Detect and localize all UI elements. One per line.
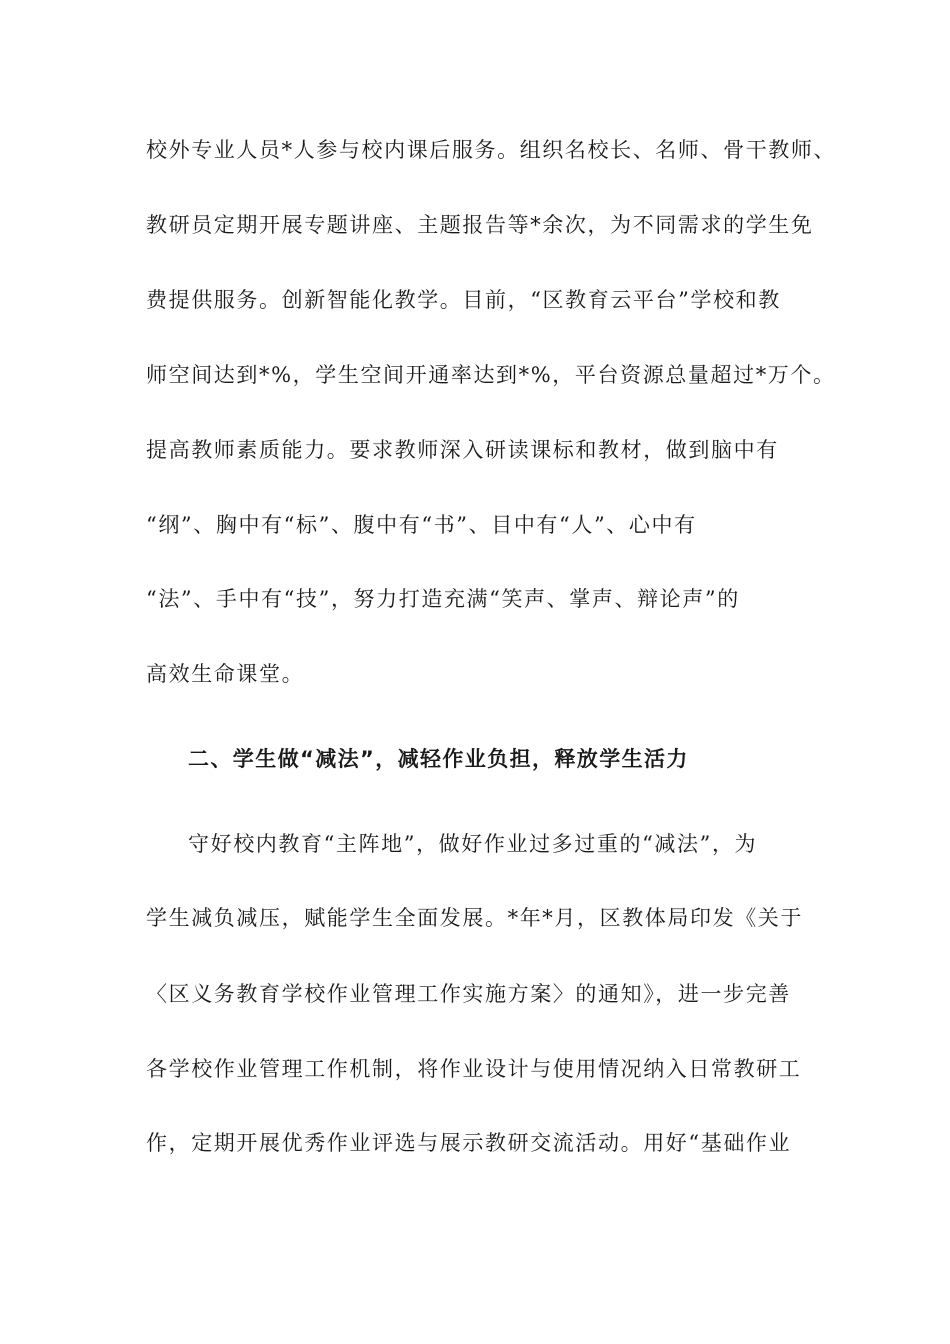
- text-line: “纲”、胸中有“标”、腹中有“书”、目中有“人”、心中有: [146, 513, 697, 537]
- text-line: 教研员定期开展专题讲座、主题报告等*余次，为不同需求的学生免: [146, 213, 814, 237]
- text-line: 校外专业人员*人参与校内课后服务。组织名校长、名师、骨干教师、: [146, 138, 837, 162]
- text-line: 提高教师素质能力。要求教师深入研读课标和教材，做到脑中有: [146, 438, 779, 462]
- text-line: 各学校作业管理工作机制，将作业设计与使用情况纳入日常教研工: [146, 1057, 802, 1081]
- text-line: 守好校内教育“主阵地”，做好作业过多过重的“减法”，为: [188, 832, 758, 856]
- text-line: 〈区义务教育学校作业管理工作实施方案〉的通知》，进一步完善: [146, 982, 791, 1006]
- text-line: 学生减负减压，赋能学生全面发展。*年*月，区教体局印发《关于: [146, 906, 803, 930]
- text-line: 高效生命课堂。: [146, 662, 305, 686]
- text-line: 费提供服务。创新智能化教学。目前，“区教育云平台”学校和教: [146, 288, 781, 312]
- text-line: 作，定期开展优秀作业评选与展示教研交流活动。用好“基础作业: [146, 1131, 792, 1155]
- section-heading: 二、学生做“减法”，减轻作业负担，释放学生活力: [188, 747, 689, 771]
- text-line: 师空间达到*%，学生空间开通率达到*%，平台资源总量超过*万个。: [146, 363, 836, 387]
- text-line: “法”、手中有“技”，努力打造充满“笑声、掌声、辩论声”的: [146, 587, 740, 611]
